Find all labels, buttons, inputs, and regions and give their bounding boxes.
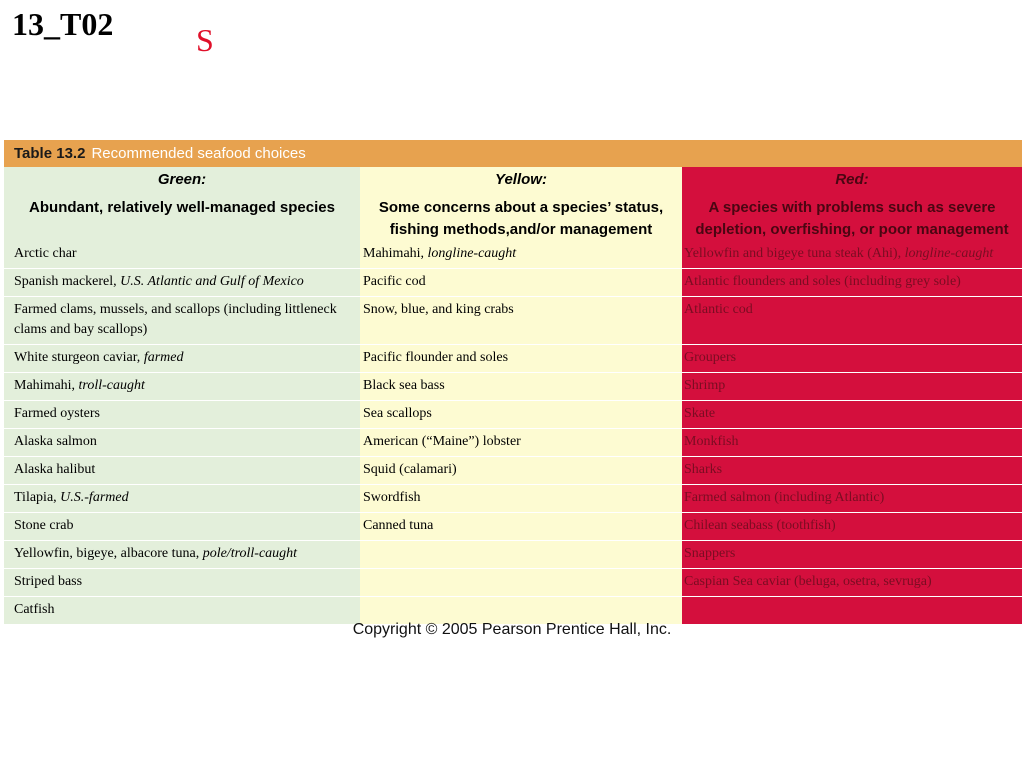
red-cell	[682, 485, 1022, 513]
cell-text: Sea scallops	[363, 406, 432, 421]
cell-text: American (“Maine”) lobster	[363, 434, 521, 449]
red-cell	[682, 541, 1022, 569]
cell-italic-text: longline-caught	[904, 246, 994, 261]
column-header-red	[682, 167, 1022, 241]
cell-text: Farmed clams, mussels, and scallops (including littleneck clams and bay scallops)	[14, 302, 337, 337]
table-row	[4, 569, 1022, 597]
table-row	[4, 513, 1022, 541]
cell-text: Farmed oysters	[14, 406, 100, 421]
green-cell	[4, 569, 360, 597]
green-cell	[4, 373, 360, 401]
yellow-cell	[360, 513, 682, 541]
cell-text: Stone crab	[14, 518, 74, 533]
seafood-table	[4, 167, 1022, 625]
green-cell	[4, 541, 360, 569]
yellow-cell	[360, 569, 682, 597]
yellow-cell	[360, 373, 682, 401]
cell-text: Mahimahi,	[14, 378, 79, 393]
table-number: Table 13.2	[14, 145, 86, 162]
column-description: Abundant, relatively well-managed species	[29, 199, 335, 216]
cell-text: Atlantic flounders and soles (including grey sole)	[684, 274, 961, 289]
column-header-yellow	[360, 167, 682, 241]
green-cell	[4, 485, 360, 513]
cell-text: Monkfish	[684, 434, 739, 449]
table-row	[4, 429, 1022, 457]
cell-text: Pacific flounder and soles	[363, 350, 509, 365]
seafood-table-figure	[4, 140, 1022, 625]
yellow-cell	[360, 485, 682, 513]
cell-text: Atlantic cod	[684, 302, 753, 317]
yellow-cell	[360, 269, 682, 297]
cell-text: Tilapia,	[14, 490, 61, 505]
cell-text: Shrimp	[684, 378, 726, 393]
yellow-cell	[360, 345, 682, 373]
column-header-green	[4, 167, 360, 241]
column-description: Some concerns about a species’ status, fishing methods,and/or management	[378, 199, 664, 238]
red-cell	[682, 513, 1022, 541]
yellow-cell	[360, 241, 682, 269]
cell-text: Pacific cod	[363, 274, 426, 289]
cell-text: Canned tuna	[363, 518, 434, 533]
green-cell	[4, 297, 360, 345]
table-body	[4, 241, 1022, 625]
green-cell	[4, 269, 360, 297]
cell-text: Farmed salmon (including Atlantic)	[684, 490, 885, 505]
slide-mark: S	[196, 22, 214, 58]
table-row	[4, 485, 1022, 513]
red-cell	[682, 297, 1022, 345]
red-cell	[682, 401, 1022, 429]
table-caption	[4, 140, 1022, 167]
column-name: Green:	[157, 171, 207, 188]
cell-text: Caspian Sea caviar (beluga, osetra, sevruga)	[684, 574, 932, 589]
table-row	[4, 457, 1022, 485]
cell-text: Swordfish	[363, 490, 421, 505]
yellow-cell	[360, 401, 682, 429]
cell-text: Snappers	[684, 546, 736, 561]
cell-text: Alaska halibut	[14, 462, 96, 477]
table-title: Recommended seafood choices	[91, 145, 306, 162]
green-cell	[4, 457, 360, 485]
green-cell	[4, 401, 360, 429]
red-cell	[682, 569, 1022, 597]
table-row	[4, 241, 1022, 269]
red-cell	[682, 373, 1022, 401]
cell-text: Arctic char	[14, 246, 77, 261]
cell-text: Catfish	[14, 602, 55, 617]
cell-italic-text: troll-caught	[78, 378, 145, 393]
cell-text: Yellowfin, bigeye, albacore tuna,	[14, 546, 203, 561]
red-cell	[682, 457, 1022, 485]
yellow-cell	[360, 429, 682, 457]
yellow-cell	[360, 297, 682, 345]
cell-italic-text: U.S. Atlantic and Gulf of Mexico	[120, 274, 304, 289]
cell-text: Mahimahi,	[363, 246, 428, 261]
cell-text: Spanish mackerel,	[14, 274, 121, 289]
green-cell	[4, 345, 360, 373]
cell-text: White sturgeon caviar,	[14, 350, 144, 365]
cell-text: Striped bass	[14, 574, 83, 589]
copyright-notice: Copyright © 2005 Pearson Prentice Hall, Inc.	[352, 621, 672, 638]
cell-text: Skate	[684, 406, 716, 421]
yellow-cell	[360, 457, 682, 485]
column-name: Yellow:	[495, 171, 547, 188]
table-header-row	[4, 167, 1022, 241]
green-cell	[4, 429, 360, 457]
cell-italic-text: U.S.-farmed	[60, 490, 129, 505]
red-cell	[682, 345, 1022, 373]
cell-text: Groupers	[684, 350, 737, 365]
cell-text: Squid (calamari)	[363, 462, 457, 477]
cell-text: Alaska salmon	[14, 434, 97, 449]
red-cell	[682, 269, 1022, 297]
yellow-cell	[360, 541, 682, 569]
table-row	[4, 373, 1022, 401]
green-cell	[4, 513, 360, 541]
cell-text: Snow, blue, and king crabs	[363, 302, 514, 317]
table-row	[4, 297, 1022, 345]
slide-title: 13_T02	[12, 6, 114, 42]
cell-italic-text: farmed	[143, 350, 184, 365]
green-cell	[4, 241, 360, 269]
column-name: Red:	[835, 171, 869, 188]
cell-text: Yellowfin and bigeye tuna steak (Ahi),	[684, 246, 905, 261]
cell-text: Chilean seabass (toothfish)	[684, 518, 836, 533]
red-cell	[682, 429, 1022, 457]
table-row	[4, 269, 1022, 297]
cell-italic-text: longline-caught	[427, 246, 517, 261]
cell-italic-text: pole/troll-caught	[202, 546, 298, 561]
table-row	[4, 345, 1022, 373]
cell-text: Black sea bass	[363, 378, 445, 393]
table-row	[4, 401, 1022, 429]
red-cell	[682, 241, 1022, 269]
table-row	[4, 541, 1022, 569]
cell-text: Sharks	[684, 462, 723, 477]
column-description: A species with problems such as severe depletion, overfishing, or poor management	[695, 199, 1009, 238]
